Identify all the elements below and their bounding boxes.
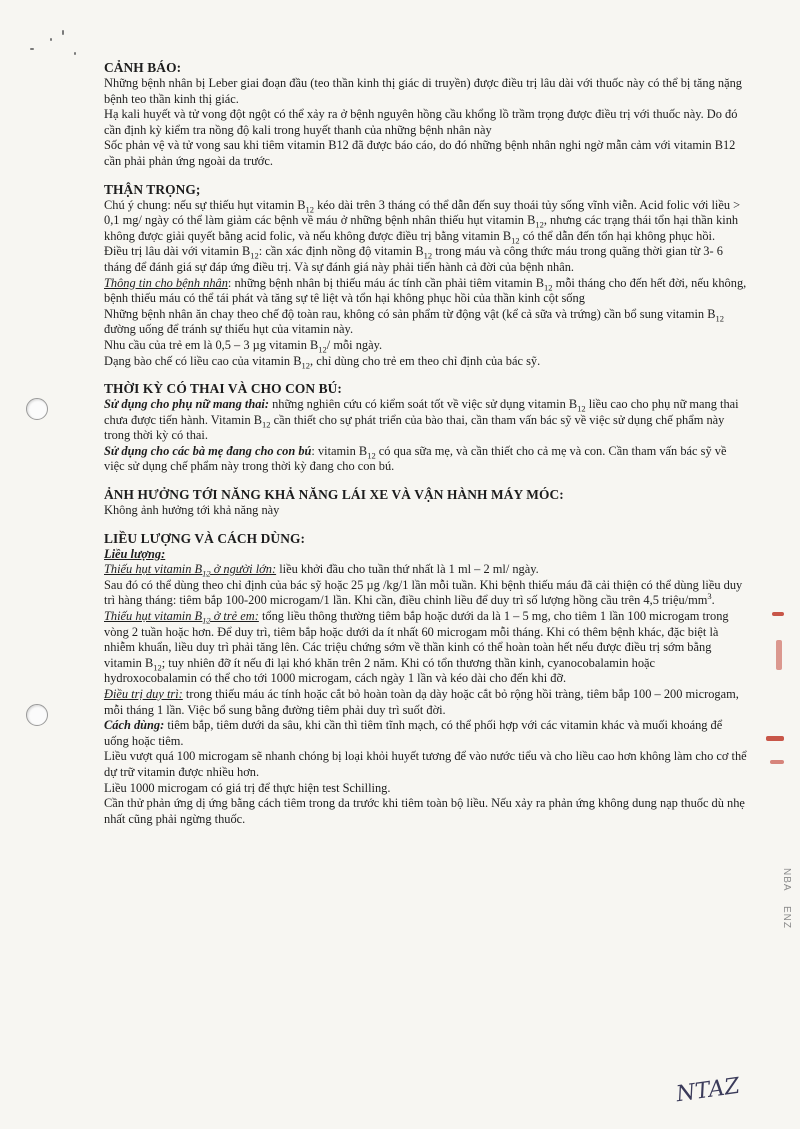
- paragraph: Điều trị duy trì: trong thiếu máu ác tính hoặc cắt bỏ hoàn toàn dạ dày hoặc cắt bỏ rộng hồi tràng, tiêm bắp 100 – 200 microgam, mỗi tháng 1 lần. Việc bổ sung bằng đường tiêm phải duy trì suốt đời.: [104, 687, 739, 717]
- red-edge-mark: [766, 736, 784, 741]
- inline-label: Thông tin cho bệnh nhân: [104, 275, 228, 290]
- section-warning: [104, 60, 748, 170]
- paragraph: Cần thử phản ứng dị ứng bằng cách tiêm trong da trước khi tiêm toàn bộ liều. Nếu xảy ra phản ứng không dung nạp thuốc dù nhẹ nhất cũng phải ngừng thuốc.: [104, 796, 745, 826]
- paragraph: Nhu cầu của trẻ em là 0,5 – 3 µg vitamin $B_{12}/$ mỗi ngày.: [104, 337, 383, 355]
- section-title: CẢNH BÁO:: [104, 60, 182, 75]
- inline-label: Thiếu hụt vitamin $B_{12}$ ở trẻ em:: [104, 609, 259, 626]
- paragraph: Sử dụng cho các bà mẹ đang cho con bú: vitamin $B_{12}$ có qua sữa mẹ, và cần thiết cho cả mẹ và con. Cần tham vấn bác sỹ về việc sử dụng chế phẩm này trong thời kỳ đang cho con bú.: [104, 443, 727, 474]
- red-edge-mark: [770, 760, 784, 764]
- paragraph: Sau đó có thể dùng theo chỉ định của bác sỹ hoặc 25 µg /kg/1 lần mỗi tuần. Khi bệnh thiếu máu đã cải thiện có thể dùng liều duy trì hàng tháng: tiêm bắp 100-200 microgam/1 lần. Khi cần, điều chỉnh liều để duy trì số lượng hồng cầu trên 4,5 triệu/$mm^3$.: [104, 577, 743, 608]
- paragraph: Thiếu hụt vitamin $B_{12}$ ở người lớn: liều khởi đầu cho tuần thứ nhất là 1 ml – 2 ml/ ngày.: [104, 562, 539, 579]
- paragraph: Thiếu hụt vitamin $B_{12}$ ở trẻ em: tổng liều thông thường tiêm bắp hoặc dưới da là 1 – 5 mg, cho tiêm 1 lần 100 microgam trong vòng 2 tuần hoặc hơn. Để duy trì, tiêm bắp hoặc dưới da ít nhất 60 microgam mỗi tháng. Khi có thêm bệnh khác, đặc biệt là nhiễm khuẩn, liều duy trì phải tăng lên. Các triệu chứng sớm về thần kinh có thể hoàn toàn hết nếu được điều trị sớm bằng vitamin $B_{12}$; tuy nhiên đỡ ít nếu đi lại khó khăn trên 2 năm. Khi có tổn thương thần kinh, cyanocobalamin hoặc hydroxocobalamin có thể cho tới 1000 microgam, cách ngày 1 lần và kéo dài cho đến khi đỡ.: [104, 609, 729, 686]
- paragraph: Sử dụng cho phụ nữ mang thai: những nghiên cứu có kiểm soát tốt về việc sử dụng vitamin $B_{12}$ liều cao cho phụ nữ mang thai chưa được tiến hành. Vitamin $B_{12}$ cần thiết cho sự phát triển của bào thai, cần tham vấn bác sỹ về việc sử dụng chế phẩm này trong thời kỳ có thai.: [104, 397, 739, 443]
- scan-speck: [74, 52, 76, 55]
- paragraph: Những bệnh nhân ăn chay theo chế độ toàn rau, không có sản phẩm từ động vật (kể cả sữa và trứng) cần bổ sung vitamin $B_{12}$ đường uống để tránh sự thiếu hụt của vitamin này.: [104, 306, 724, 337]
- inline-label: Sử dụng cho các bà mẹ đang cho con bú: [104, 443, 312, 458]
- paragraph: Những bệnh nhân bị Leber giai đoạn đầu (teo thần kinh thị giác di truyền) được điều trị lâu dài với thuốc này có thể bị tăng nặng bệnh teo thần kinh thị giác.: [104, 76, 742, 106]
- section-driving: [104, 487, 748, 519]
- paragraph: Dạng bào chế có liều cao của vitamin $B_{12}$, chỉ dùng cho trẻ em theo chỉ định của bác sỹ.: [104, 353, 541, 370]
- punch-hole-top: [26, 398, 48, 420]
- paragraph: Điều trị lâu dài với vitamin $B_{12}$: cần xác định nồng độ vitamin $B_{12}$ trong máu và công thức máu trong quãng thời gian từ 3- 6 tháng để đánh giá sự đáp ứng điều trị. Và sự đánh giá này phải tiến hành cả đời của bệnh nhân.: [104, 244, 723, 274]
- edge-stamp-bottom: ENZ: [781, 906, 792, 929]
- handwritten-signature: NTAZ: [674, 1073, 742, 1108]
- scan-speck: [50, 38, 52, 41]
- section-dosage: [104, 531, 748, 828]
- section-title: ẢNH HƯỞNG TỚI NĂNG KHẢ NĂNG LÁI XE VÀ VẬN HÀNH MÁY MÓC:: [104, 487, 564, 503]
- red-edge-mark: [772, 612, 784, 616]
- paragraph: Cách dùng: tiêm bắp, tiêm dưới da sâu, khi cần thì tiêm tĩnh mạch, có thể phối hợp với các vitamin khác và muối khoáng để uống hoặc tiêm.: [104, 718, 723, 748]
- section-caution: [104, 182, 748, 370]
- section-title: THỜI KỲ CÓ THAI VÀ CHO CON BÚ:: [104, 381, 342, 397]
- punch-hole-bottom: [26, 704, 48, 726]
- section-title: LIỀU LƯỢNG VÀ CÁCH DÙNG:: [104, 530, 306, 546]
- paragraph: Liều vượt quá 100 microgam sẽ nhanh chóng bị loại khỏi huyết tương để vào nước tiểu và cho liều cao hơn không làm cho cơ thể dự trữ vitamin được nhiều hơn.: [104, 749, 747, 779]
- inline-label: Thiếu hụt vitamin $B_{12}$ ở người lớn:: [104, 562, 277, 579]
- paragraph: Không ảnh hưởng tới khả năng này: [104, 503, 280, 518]
- inline-label: Cách dùng:: [104, 718, 165, 733]
- section-pregnancy: [104, 381, 748, 475]
- paragraph: Hạ kali huyết và tử vong đột ngột có thể xảy ra ở bệnh nguyên hồng cầu khổng lồ trầm trọng được điều trị với thuốc này. Do đó cần định kỳ kiểm tra nồng độ kali trong huyết thanh của những bệnh nhân này: [104, 107, 738, 137]
- scan-speck: [30, 48, 34, 50]
- edge-stamp-top: NBA: [781, 868, 792, 892]
- inline-label: Điều trị duy trì:: [104, 687, 183, 701]
- paragraph: Thông tin cho bệnh nhân: những bệnh nhân bị thiếu máu ác tính cần phải tiêm vitamin $B_{12}$ mỗi tháng cho đến hết đời, nếu không, bệnh thiếu máu có thể tái phát và tăng sự tê liệt và tổn hại không phục hồi của thần kinh cột sống: [104, 275, 747, 306]
- section-title: THẬN TRỌNG;: [104, 181, 201, 197]
- scan-speck: [62, 30, 64, 35]
- subsection-title: Liều lượng:: [104, 546, 166, 561]
- inline-label: Sử dụng cho phụ nữ mang thai:: [104, 397, 269, 412]
- red-edge-mark: [776, 640, 782, 670]
- document-body: [104, 60, 748, 839]
- paragraph: Sốc phản vệ và tử vong sau khi tiêm vitamin B12 đã được báo cáo, do đó những bệnh nhân nghi ngờ mẫn cảm với vitamin B12 cần phải phản ứng ngoài da trước.: [104, 138, 736, 168]
- paragraph: Chú ý chung: nếu sự thiếu hụt vitamin $B_{12}$ kéo dài trên 3 tháng có thể dẫn đến suy thoái tủy sống vĩnh viễn. Acid folic với liều > 0,1 mg/ ngày có thể làm giảm các bệnh về máu ở những bệnh nhân thiếu hụt vitamin $B_{12}$, nhưng các trạng thái tổn hại thần kinh không được giải quyết bằng acid folic, và nếu không được điều trị bằng vitamin $B_{12}$ có thể dẫn đến tổn hại không phục hồi.: [104, 197, 741, 246]
- paragraph: Liều 1000 microgam có giá trị để thực hiện test Schilling.: [104, 780, 391, 795]
